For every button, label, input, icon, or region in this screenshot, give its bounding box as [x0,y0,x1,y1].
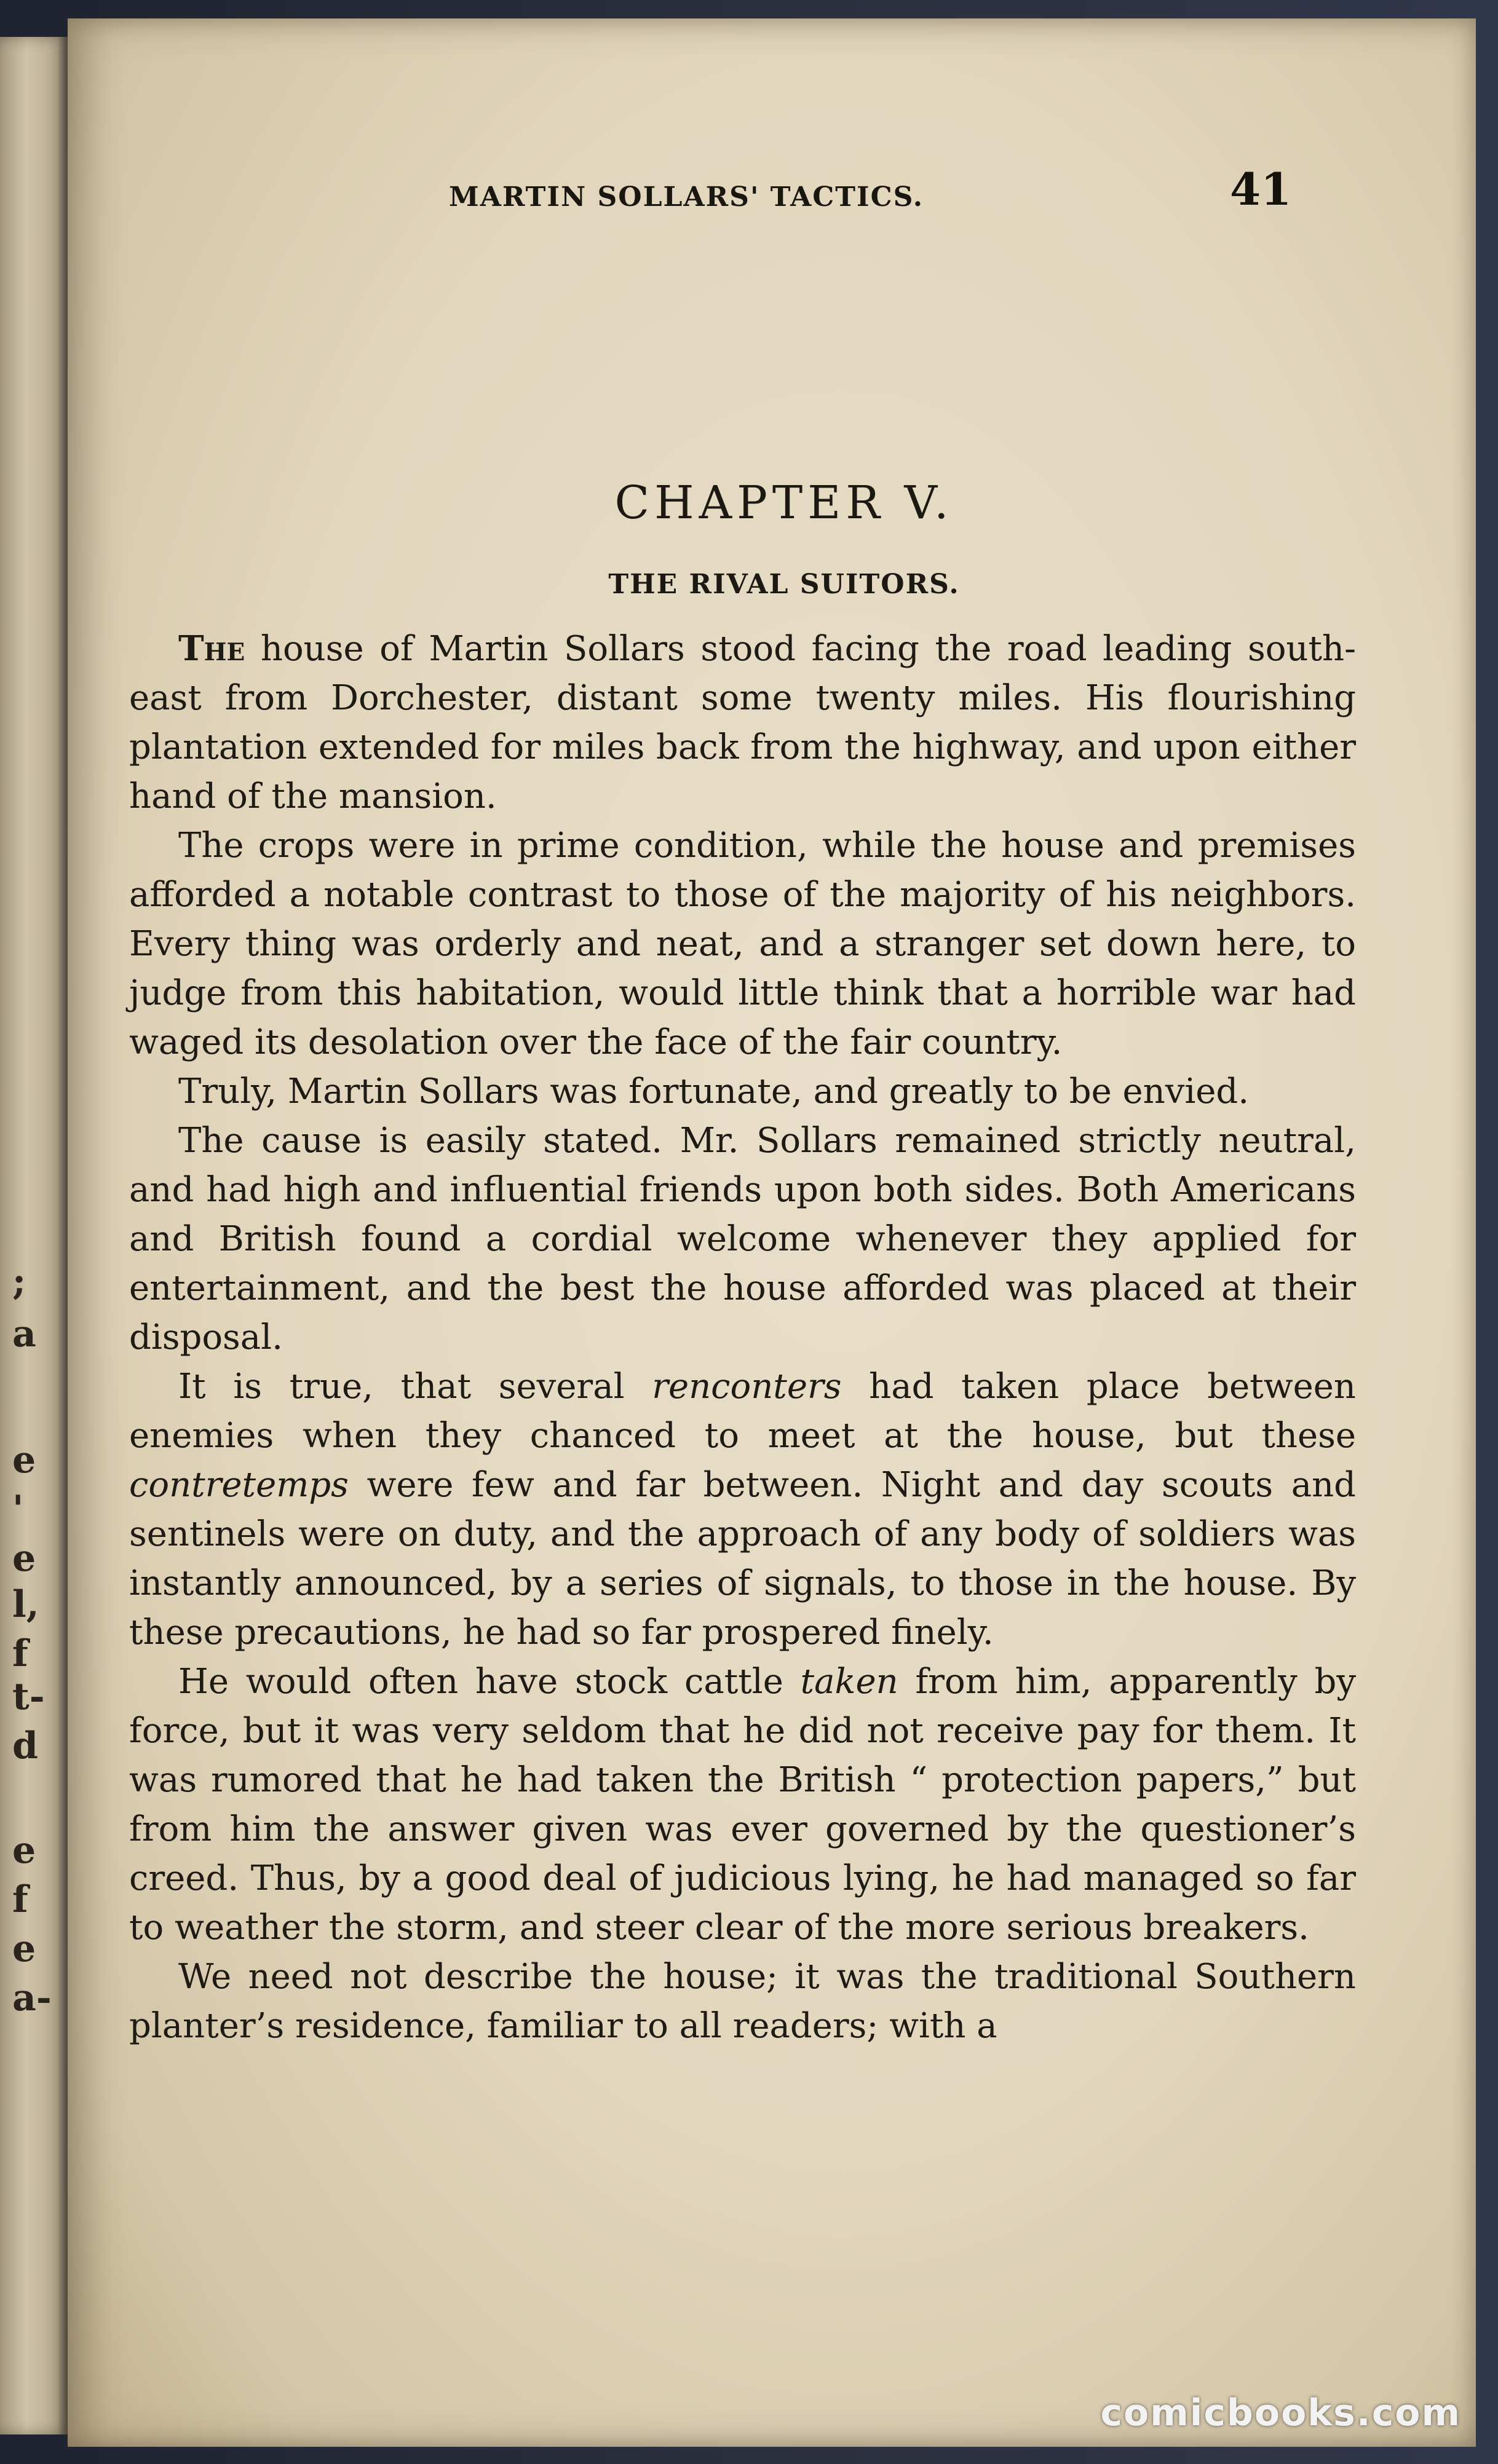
paragraph: Truly, Martin Sollars was fortunate, and greatly to be envied. [178,1072,1250,1112]
facing-fragment: a- [12,1976,52,2020]
page-number: 41 [1230,163,1292,215]
facing-fragment: ; [12,1260,26,1303]
paragraph [129,624,1356,821]
facing-fragment: f [12,1632,28,1675]
facing-page-edge [0,37,68,2434]
facing-fragment: f [12,1878,28,1921]
facing-fragment: l, [12,1583,39,1626]
book-page [68,18,1476,2447]
italic-term: taken [800,1662,898,1702]
facing-fragment: e [12,1537,36,1580]
watermark: comicbooks.com [1100,2391,1461,2434]
facing-fragment: a [12,1313,36,1356]
paragraph-text: He would often have stock cattle [178,1662,801,1702]
italic-term: renconters [652,1367,842,1407]
paragraph-text: house of Martin Sollars stood facing the road leading south-east from Dorchester, distant some twenty miles. His flourishing plantation extended for miles back from the highway, and upon either hand of the mansion. [129,629,1356,816]
facing-fragment: t- [12,1675,45,1718]
facing-fragment: d [12,1724,38,1767]
chapter-subtitle: THE RIVAL SUITORS. [608,569,960,600]
paragraph: The crops were in prime condition, while the house and premises afforded a notable contrast to those of the majority of his neighbors. Every thing was orderly and neat, and a stranger set down here, to judge from this habitation, would little think that a horrible war had waged its desolation over the face of the fair country. [129,826,1356,1062]
drop-lead-word: The [178,628,245,669]
chapter-title: CHAPTER V. [614,476,954,529]
facing-fragment: e [12,1439,36,1482]
body-text [129,624,1356,2051]
paragraph-text: from him, apparently by force, but it was very seldom that he did not receive pay for them. It was rumored that he had taken the British “ protection papers,” but from him the answer given was ever governed by the questioner’s creed. Thus, by a good deal of judicious lying, he had managed so far to weather the storm, and steer clear of the more serious breakers. [129,1662,1357,1948]
facing-fragment: ' [12,1488,24,1531]
running-head: MARTIN SOLLARS' TACTICS. [449,181,924,213]
paragraph-text: had taken place between enemies when they chanced to meet at the house, but these [129,1367,1356,1456]
paragraph-text: were few and far between. Night and day scouts and sentinels were on duty, and the approach of any body of soldiers was instantly announced, by a series of signals, to those in the house. By these precautions, he had so far prospered finely. [129,1465,1356,1653]
italic-term: contretemps [129,1465,349,1505]
paragraph [129,1657,1356,1953]
paragraph [129,1362,1356,1657]
facing-fragment: e [12,1927,36,1970]
paragraph-text: It is true, that several [178,1367,652,1407]
paragraph: We need not describe the house; it was the traditional Southern planter’s residence, familiar to all readers; with a [129,1957,1356,2046]
facing-fragment: e [12,1829,36,1872]
paragraph: The cause is easily stated. Mr. Sollars remained strictly neutral, and had high and influential friends upon both sides. Both Americans and British found a cordial welcome whenever they applied for entertainment, and the best the house afforded was placed at their disposal. [129,1121,1356,1357]
